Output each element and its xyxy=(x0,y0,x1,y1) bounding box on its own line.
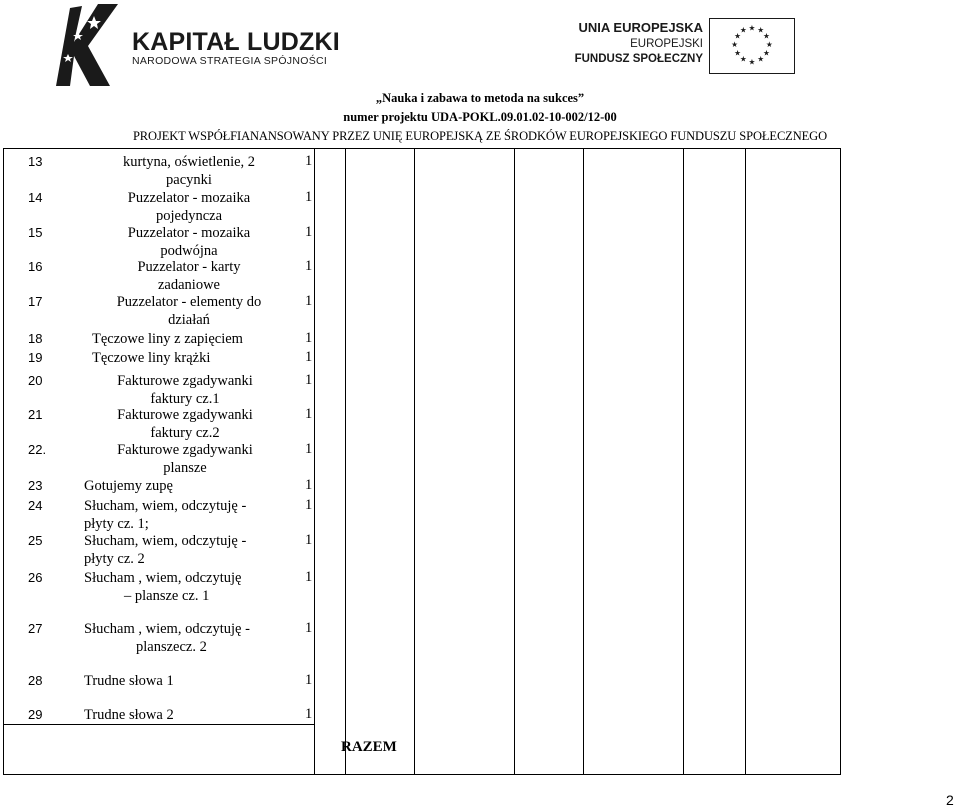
item-name-line1: Puzzelator - mozaika xyxy=(127,190,251,206)
item-quantity: 1 xyxy=(305,672,313,688)
svg-text:★: ★ xyxy=(748,23,756,33)
row-number: 20 xyxy=(28,373,43,388)
item-name-line2: plansze xyxy=(163,460,207,476)
eu-logo xyxy=(574,18,795,74)
item-quantity: 1 xyxy=(305,258,313,274)
item-name-line1: Słucham, wiem, odczytuję - xyxy=(84,498,247,514)
item-name xyxy=(84,569,274,605)
svg-text:★: ★ xyxy=(739,54,747,64)
row-number: 26 xyxy=(28,570,43,585)
column-divider xyxy=(745,149,746,774)
svg-text:★: ★ xyxy=(731,39,739,49)
column-divider xyxy=(583,149,584,774)
kapital-ludzki-title: KAPITAŁ LUDZKI xyxy=(132,28,340,56)
row-number: 17 xyxy=(28,294,43,309)
row-number: 18 xyxy=(28,331,43,346)
item-name xyxy=(84,672,274,690)
item-quantity: 1 xyxy=(305,189,313,205)
svg-text:★: ★ xyxy=(734,48,741,58)
svg-text:★: ★ xyxy=(739,25,747,35)
item-name-line2: faktury cz.1 xyxy=(150,391,220,407)
page-number: 2 xyxy=(946,792,954,808)
eu-logo-line3: FUNDUSZ SPOŁECZNY xyxy=(574,53,703,65)
row-number: 21 xyxy=(28,407,43,422)
item-name xyxy=(100,372,270,408)
item-name-line1: Tęczowe liny krążki xyxy=(92,350,211,366)
item-quantity: 1 xyxy=(305,293,313,309)
item-name-line1: Fakturowe zgadywanki xyxy=(117,442,253,458)
row-number: 19 xyxy=(28,350,43,365)
svg-text:★: ★ xyxy=(763,31,770,41)
column-divider xyxy=(414,149,415,774)
kapital-ludzki-emblem xyxy=(48,2,128,88)
item-name xyxy=(84,477,274,495)
item-name xyxy=(92,349,262,367)
item-name-line2: działań xyxy=(168,312,210,328)
item-name-line1: Fakturowe zgadywanki xyxy=(117,407,253,423)
item-name-line1: Gotujemy zupę xyxy=(84,478,173,494)
row-number: 27 xyxy=(28,621,43,636)
item-name-line1: Puzzelator - elementy do xyxy=(116,294,262,310)
item-name xyxy=(100,406,270,442)
row-number: 24 xyxy=(28,498,43,513)
item-name-line2: podwójna xyxy=(160,243,218,259)
svg-text:★: ★ xyxy=(757,54,765,64)
project-number: numer projektu UDA-POKL.09.01.02-10-002/12-00 xyxy=(343,110,617,124)
row-number: 13 xyxy=(28,154,43,169)
item-name-line2: zadaniowe xyxy=(158,277,220,293)
equipment-table xyxy=(3,148,841,775)
item-quantity: 1 xyxy=(305,153,313,169)
row-number: 15 xyxy=(28,225,43,240)
project-title: „Nauka i zabawa to metoda na sukces” xyxy=(375,91,585,105)
column-divider xyxy=(345,149,346,774)
item-quantity: 1 xyxy=(305,372,313,388)
item-name-line1: Słucham , wiem, odczytuję - xyxy=(84,621,250,637)
item-name-line1: Fakturowe zgadywanki xyxy=(117,373,253,389)
item-quantity: 1 xyxy=(305,532,313,548)
item-quantity: 1 xyxy=(305,497,313,513)
item-quantity: 1 xyxy=(305,569,313,585)
item-name-line2: faktury cz.2 xyxy=(150,425,220,441)
item-name-line1: Puzzelator - mozaika xyxy=(127,225,251,241)
svg-text:★: ★ xyxy=(763,48,770,58)
eu-flag-icon xyxy=(709,18,795,74)
item-name xyxy=(104,153,274,189)
item-quantity: 1 xyxy=(305,706,313,722)
item-name-line1: Słucham, wiem, odczytuję - xyxy=(84,533,247,549)
item-name-line2: planszecz. 2 xyxy=(136,639,207,655)
item-name-line1: Trudne słowa 2 xyxy=(84,707,174,723)
row-number: 16 xyxy=(28,259,43,274)
row-number: 25 xyxy=(28,533,43,548)
row-number: 23 xyxy=(28,478,43,493)
item-name xyxy=(104,224,274,260)
row-number: 14 xyxy=(28,190,43,205)
item-name xyxy=(92,330,262,348)
item-name xyxy=(84,620,274,656)
svg-text:★: ★ xyxy=(757,25,765,35)
item-name-line1: kurtyna, oświetlenie, 2 xyxy=(122,154,256,170)
item-name xyxy=(84,706,274,724)
eu-logo-line2: EUROPEJSKI xyxy=(630,38,703,50)
item-name-line1: Trudne słowa 1 xyxy=(84,673,174,689)
item-quantity: 1 xyxy=(305,224,313,240)
item-name-line2: płyty cz. 1; xyxy=(84,516,149,532)
item-name xyxy=(100,441,270,477)
item-name-line1: Puzzelator - karty xyxy=(137,259,241,275)
item-name xyxy=(84,497,274,533)
svg-text:★: ★ xyxy=(765,39,773,49)
item-quantity: 1 xyxy=(305,406,313,422)
svg-text:★: ★ xyxy=(748,57,756,67)
row-number: 22. xyxy=(28,442,47,457)
svg-text:★: ★ xyxy=(734,31,741,41)
row-divider xyxy=(4,724,314,725)
column-divider xyxy=(314,149,315,774)
kapital-ludzki-logo xyxy=(48,2,340,88)
item-name xyxy=(84,532,274,568)
cofinancing-note: PROJEKT WSPÓŁFIANANSOWANY PRZEZ UNIĘ EUROPEJSKĄ ZE ŚRODKÓW EUROPEJSKIEGO FUNDUSZU SPOŁECZNEGO xyxy=(132,129,828,143)
item-name-line1: Słucham , wiem, odczytuję xyxy=(84,570,242,586)
row-number: 29 xyxy=(28,707,43,722)
column-divider xyxy=(514,149,515,774)
item-quantity: 1 xyxy=(305,349,313,365)
item-name-line2: pacynki xyxy=(166,172,212,188)
item-name-line2: płyty cz. 2 xyxy=(84,551,145,567)
item-quantity: 1 xyxy=(305,441,313,457)
item-name-line2: – plansze cz. 1 xyxy=(124,588,210,604)
item-name xyxy=(104,293,274,329)
item-name-line1: Tęczowe liny z zapięciem xyxy=(92,331,243,347)
item-quantity: 1 xyxy=(305,330,313,346)
column-divider xyxy=(683,149,684,774)
item-name xyxy=(104,258,274,294)
kapital-ludzki-subtitle: NARODOWA STRATEGIA SPÓJNOŚCI xyxy=(132,55,328,67)
total-label: RAZEM xyxy=(341,739,397,755)
item-quantity: 1 xyxy=(305,620,313,636)
row-number: 28 xyxy=(28,673,43,688)
item-name xyxy=(104,189,274,225)
item-name-line2: pojedyncza xyxy=(155,208,223,224)
eu-logo-line1: UNIA EUROPEJSKA xyxy=(578,20,703,35)
item-quantity: 1 xyxy=(305,477,313,493)
